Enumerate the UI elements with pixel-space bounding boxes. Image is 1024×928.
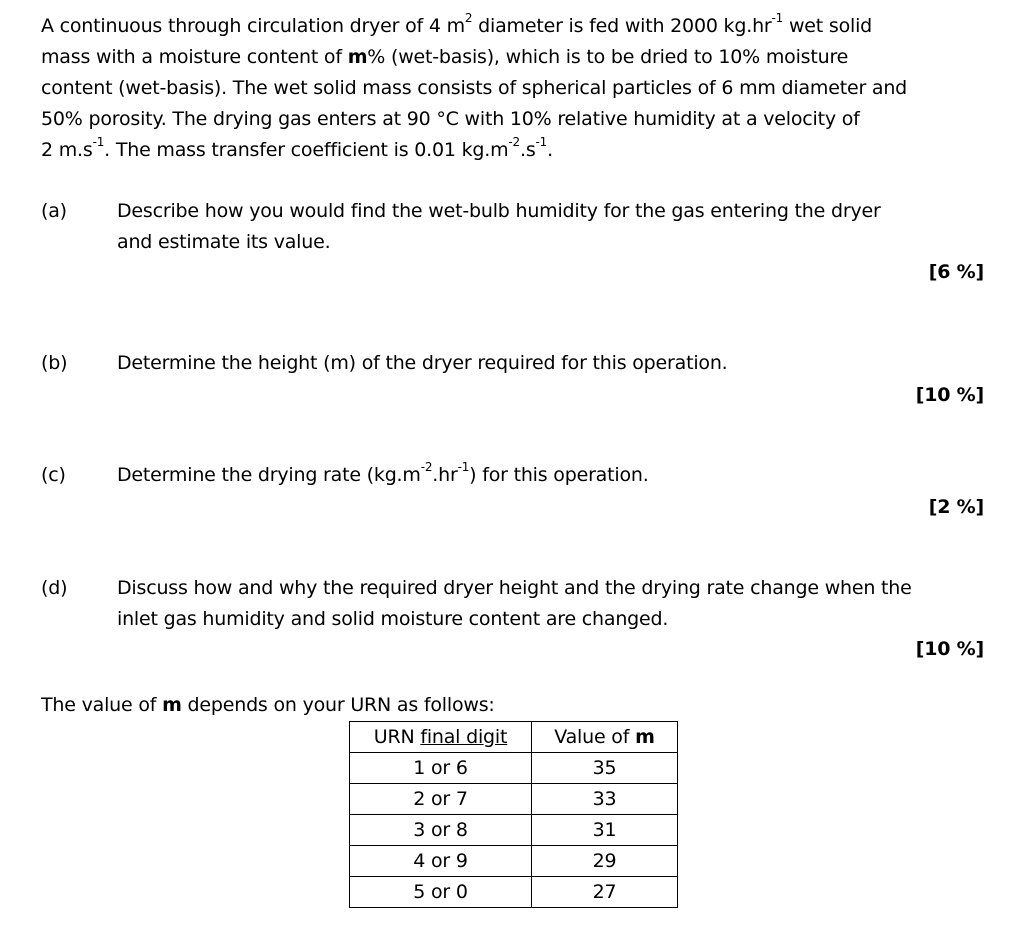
urn-digit-cell: 1 or 6 [350, 753, 532, 784]
urn-digit-cell: 2 or 7 [350, 784, 532, 815]
m-value-cell: 29 [532, 846, 678, 877]
question-label: (a) [41, 200, 67, 222]
question-b [41, 348, 986, 418]
urn-digit-cell: 4 or 9 [350, 846, 532, 877]
question-marks: [10 %] [915, 384, 984, 406]
question-c [41, 460, 986, 530]
table-row [350, 753, 678, 784]
m-value-cell: 35 [532, 753, 678, 784]
problem-line: mass with a moisture content of m% (wet-basis), which is to be dried to 10% moisture [41, 46, 849, 68]
urn-instruction: The value of m depends on your URN as follows: [41, 694, 495, 716]
question-text: Discuss how and why the required dryer height and the drying rate change when the inlet gas humidity and solid moisture content are changed. [117, 577, 912, 630]
question-label: (c) [41, 464, 66, 486]
table-row [350, 784, 678, 815]
question-label: (d) [41, 577, 68, 599]
m-value-cell: 31 [532, 815, 678, 846]
table-row [350, 815, 678, 846]
question-marks: [2 %] [928, 496, 984, 518]
m-value-cell: 33 [532, 784, 678, 815]
problem-line: 2 $m.s^{-1}$. The mass transfer coefficient is 0.01 $kg.m^{-2}.s^{-1}$. [41, 134, 553, 161]
question-label: (b) [41, 352, 68, 374]
table-row [350, 877, 678, 908]
question-a [41, 196, 986, 296]
column-header-value-of-m: Value of m [532, 722, 678, 753]
table-header-row [350, 722, 678, 753]
question-text: Describe how you would find the wet-bulb humidity for the gas entering the dryer and estimate its value. [117, 200, 881, 253]
problem-line: 50% porosity. The drying gas enters at 90 °C with 10% relative humidity at a velocity of [41, 108, 860, 130]
question-d [41, 573, 986, 673]
problem-line: content (wet-basis). The wet solid mass consists of spherical particles of 6 mm diameter and [41, 77, 908, 99]
urn-digit-cell: 3 or 8 [350, 815, 532, 846]
m-value-cell: 27 [532, 877, 678, 908]
urn-digit-cell: 5 or 0 [350, 877, 532, 908]
question-text: Determine the height (m) of the dryer required for this operation. [117, 352, 728, 374]
problem-line: A continuous through circulation dryer of 4 $m^2$ diameter is fed with 2000 $kg.hr^{-1}$ wet solid [41, 10, 873, 37]
problem-statement [41, 11, 991, 166]
question-text: Determine the drying rate $(kg.m^{-2}.hr^{-1})$ for this operation. [117, 459, 649, 486]
urn-value-table [349, 721, 678, 908]
table-row [350, 846, 678, 877]
question-marks: [6 %] [928, 261, 984, 283]
column-header-urn-digit: URN final digit [350, 722, 532, 753]
question-marks: [10 %] [915, 638, 984, 660]
